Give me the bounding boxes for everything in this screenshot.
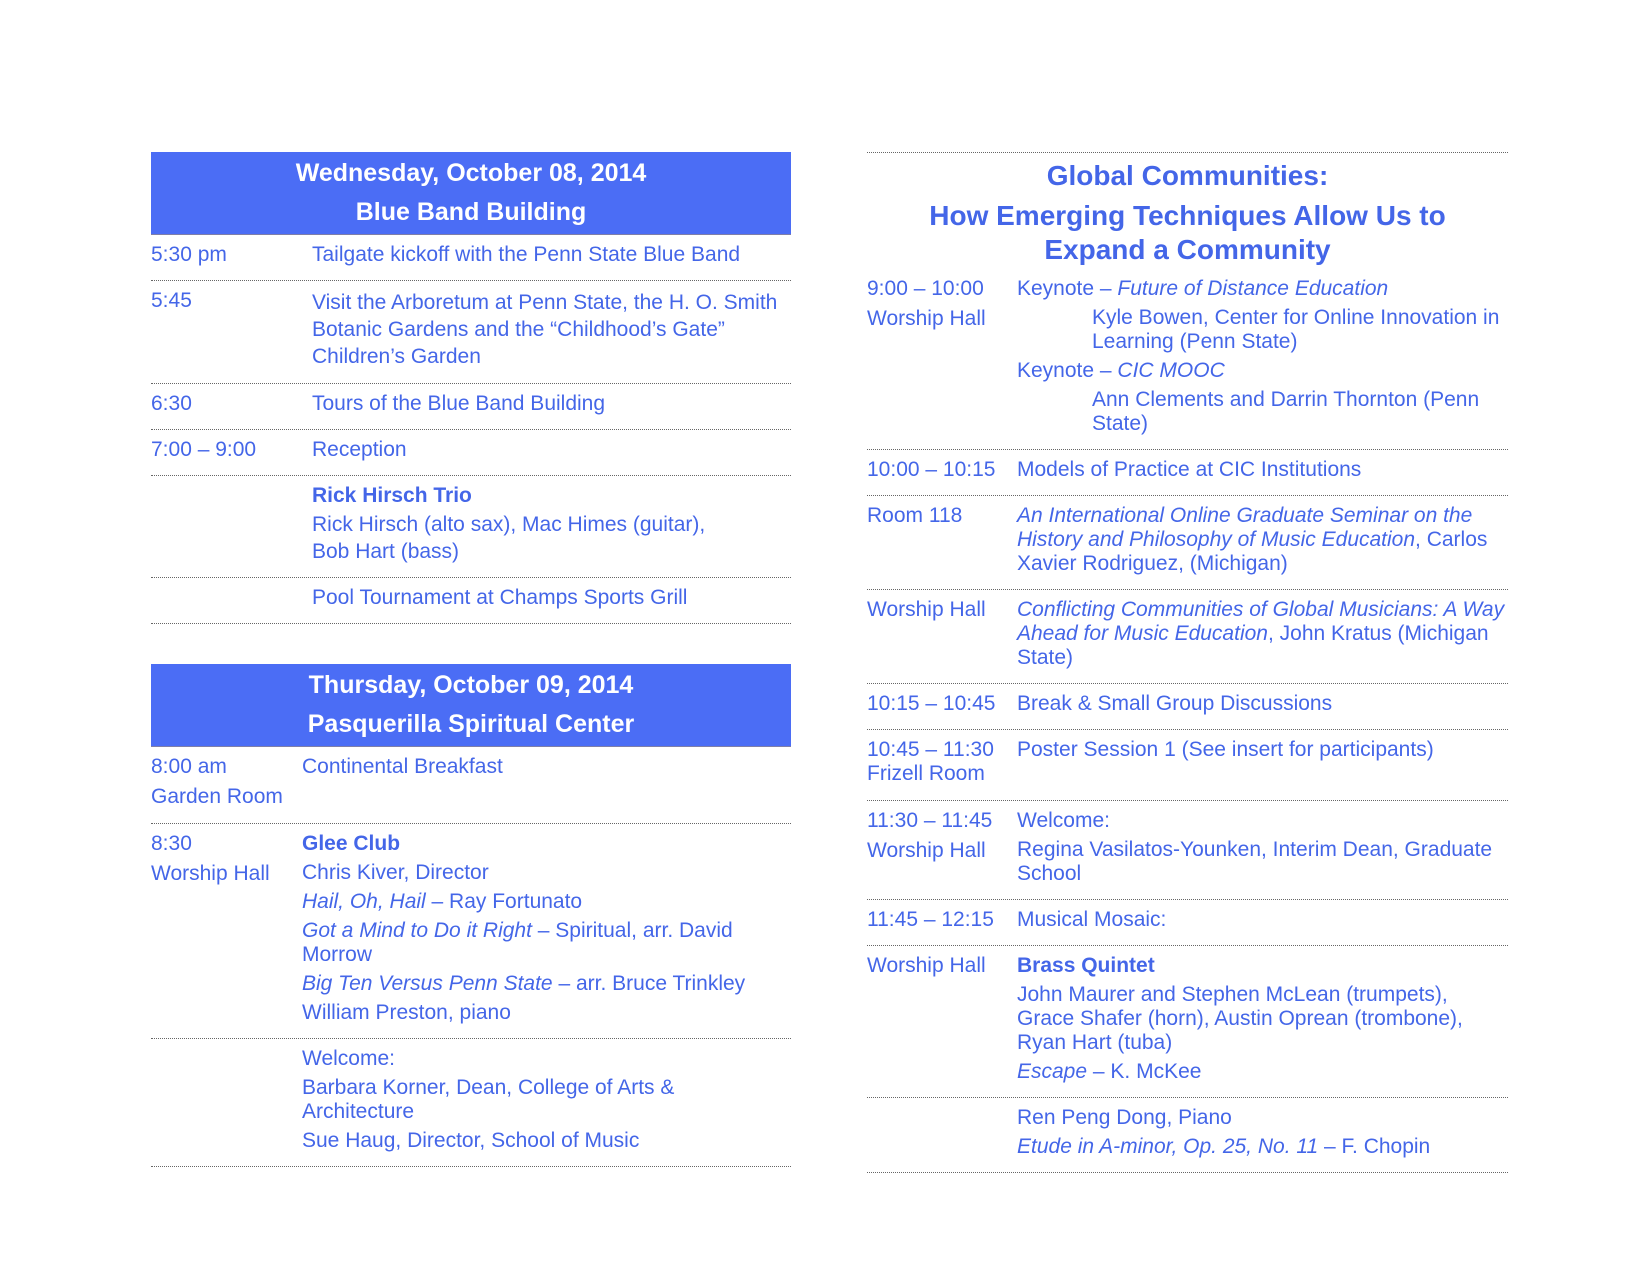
- place: Room 118: [867, 504, 963, 527]
- performer-title: Rick Hirsch Trio: [312, 484, 472, 507]
- performer-line: Rick Hirsch (alto sax), Mac Himes (guitar),: [312, 513, 706, 536]
- thursday-venue: Pasquerilla Spiritual Center: [307, 710, 635, 738]
- piece: Etude in A-minor, Op. 25, No. 11 – F. Chopin: [1017, 1135, 1431, 1158]
- schedule-row: [867, 269, 1508, 450]
- schedule-row: [867, 730, 1508, 801]
- schedule-row: [867, 590, 1508, 684]
- thursday-header: [151, 664, 791, 747]
- time: 10:45 – 11:30: [867, 738, 994, 761]
- place: Garden Room: [151, 785, 283, 808]
- wednesday-date: Wednesday, October 08, 2014: [295, 159, 647, 187]
- wednesday-header: [151, 152, 791, 235]
- time: 5:45: [151, 289, 192, 312]
- piece: Big Ten Versus Penn State – arr. Bruce Trinkley: [302, 972, 746, 995]
- keynote: Keynote – CIC MOOC: [1017, 359, 1225, 382]
- time: 8:00 am: [151, 755, 227, 778]
- session-title: Global Communities: How Emerging Techniques Allow Us to Expand a Community: [867, 152, 1508, 269]
- event: Reception: [312, 438, 407, 461]
- performers: John Maurer and Stephen McLean (trumpets), Grace Shafer (horn), Austin Oprean (trombone), Ryan Hart (tuba): [1017, 983, 1463, 1054]
- presentation: An International Online Graduate Seminar on the History and Philosophy of Music Education, Carlos Xavier Rodriguez, (Michigan): [1017, 504, 1488, 575]
- speaker: Kyle Bowen, Center for Online Innovation in Learning (Penn State): [1092, 306, 1500, 353]
- speaker: Sue Haug, Director, School of Music: [302, 1129, 640, 1152]
- time: 11:45 – 12:15: [867, 908, 994, 931]
- place: Worship Hall: [867, 307, 986, 330]
- time: 6:30: [151, 392, 192, 415]
- schedule-row: [151, 747, 791, 824]
- event: Break & Small Group Discussions: [1017, 692, 1333, 715]
- schedule-row: [867, 450, 1508, 496]
- time: 5:30 pm: [151, 243, 227, 266]
- schedule-row: [867, 946, 1508, 1098]
- keynote: Keynote – Future of Distance Education: [1017, 277, 1389, 300]
- performer-title: Glee Club: [302, 832, 401, 855]
- piece: Hail, Oh, Hail – Ray Fortunato: [302, 890, 583, 913]
- time: 7:00 – 9:00: [151, 438, 257, 461]
- schedule-row: [151, 281, 791, 384]
- speaker: Ann Clements and Darrin Thornton (Penn State): [1092, 388, 1480, 435]
- place: Worship Hall: [867, 598, 986, 621]
- right-column: [867, 152, 1508, 1173]
- schedule-row: [151, 430, 791, 476]
- time: 11:30 – 11:45: [867, 809, 993, 832]
- schedule-row: [151, 824, 791, 1039]
- place: Frizell Room: [867, 762, 985, 785]
- time: 8:30: [151, 832, 192, 855]
- event: Pool Tournament at Champs Sports Grill: [312, 586, 688, 609]
- schedule-row: [867, 1098, 1508, 1173]
- welcome-label: Welcome:: [1017, 809, 1110, 832]
- event: Poster Session 1 (See insert for participants): [1017, 738, 1434, 761]
- left-column: [151, 152, 791, 1167]
- director: Chris Kiver, Director: [302, 861, 489, 884]
- wednesday-venue: Blue Band Building: [355, 198, 587, 226]
- place: Worship Hall: [867, 839, 986, 862]
- speaker: Regina Vasilatos-Younken, Interim Dean, Graduate School: [1017, 838, 1493, 885]
- time: 10:15 – 10:45: [867, 692, 996, 715]
- schedule-row: [867, 684, 1508, 730]
- piece: Got a Mind to Do it Right – Spiritual, arr. David Morrow: [302, 919, 733, 966]
- pianist: William Preston, piano: [302, 1001, 511, 1024]
- time: 10:00 – 10:15: [867, 458, 996, 481]
- schedule-row: [151, 578, 791, 624]
- performer-title: Brass Quintet: [1017, 954, 1155, 977]
- place: Worship Hall: [867, 954, 986, 977]
- welcome-label: Welcome:: [302, 1047, 395, 1070]
- thursday-date: Thursday, October 09, 2014: [308, 671, 634, 699]
- event: Visit the Arboretum at Penn State, the H. O. Smith Botanic Gardens and the “Childhood’s Gate” Children’s Garden: [312, 291, 778, 368]
- schedule-row: [151, 235, 791, 281]
- event: Musical Mosaic:: [1017, 908, 1167, 931]
- schedule-row: [151, 1039, 791, 1167]
- schedule-row: [867, 496, 1508, 590]
- schedule-row: [151, 384, 791, 430]
- time: 9:00 – 10:00: [867, 277, 984, 300]
- schedule-row: [151, 476, 791, 578]
- event: Tours of the Blue Band Building: [312, 392, 606, 415]
- performer: Ren Peng Dong, Piano: [1017, 1106, 1232, 1129]
- schedule-row: [867, 801, 1508, 900]
- performer-line: Bob Hart (bass): [312, 540, 460, 563]
- presentation: Conflicting Communities of Global Musicians: A Way Ahead for Music Education, John Kratus (Michigan State): [1017, 598, 1505, 669]
- event: Tailgate kickoff with the Penn State Blue Band: [312, 243, 741, 266]
- place: Worship Hall: [151, 862, 270, 885]
- event: Models of Practice at CIC Institutions: [1017, 458, 1362, 481]
- event: Continental Breakfast: [302, 755, 503, 778]
- piece: Escape – K. McKee: [1017, 1060, 1202, 1083]
- speaker: Barbara Korner, Dean, College of Arts & Architecture: [302, 1076, 675, 1123]
- schedule-row: [867, 900, 1508, 946]
